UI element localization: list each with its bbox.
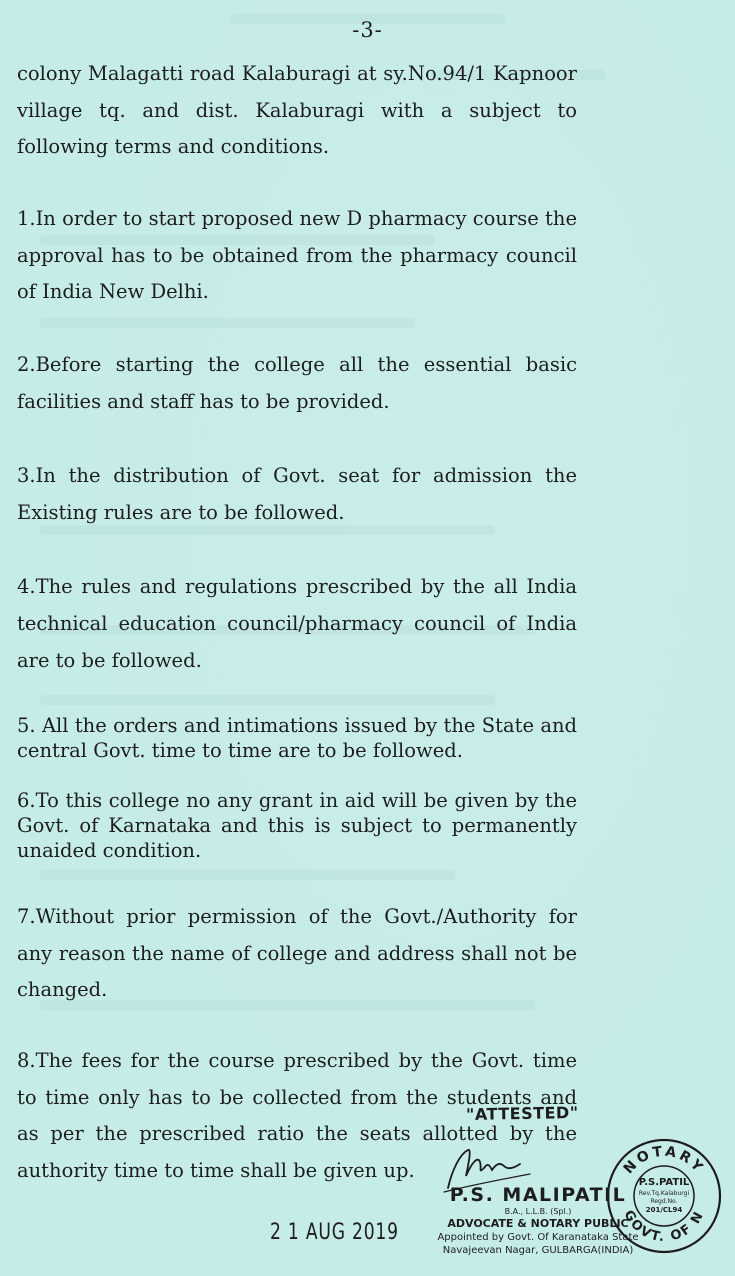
notary-qualification: B.A., L.L.B. (Spl.) bbox=[504, 1207, 572, 1216]
condition-2: 2.Before starting the college all the essential basic facilities and staff has to be provided. bbox=[17, 353, 577, 413]
seal-bottom-text: GOVT. OF N bbox=[620, 1207, 708, 1246]
show-through-line bbox=[40, 318, 415, 328]
condition-6: 6.To this college no any grant in aid will be given by the Govt. of Karnataka and this is subject to permanently unaided condition. bbox=[17, 789, 577, 862]
page-number: -3- bbox=[352, 18, 383, 42]
attested-stamp: "ATTESTED" bbox=[465, 1103, 579, 1124]
show-through-line bbox=[40, 870, 455, 880]
condition-8: 8.The fees for the course prescribed by the Govt. time to time only has to be collected from the students and as per the prescribed ratio the seats allotted by the authority time to time shall be given up. bbox=[17, 1049, 577, 1182]
seal-center-number: 201/CL94 bbox=[645, 1206, 683, 1214]
condition-7: 7.Without prior permission of the Govt./Authority for any reason the name of college and address shall not be changed. bbox=[17, 905, 577, 1001]
seal-center-reg: Rev.Tq.Kalaburgi bbox=[638, 1190, 690, 1197]
condition-1: 1.In order to start proposed new D pharmacy course the approval has to be obtained from the pharmacy council of India New Delhi. bbox=[17, 207, 577, 303]
show-through-line bbox=[40, 695, 495, 705]
seal-center-regd: Regd.No. bbox=[650, 1198, 678, 1205]
notary-role: ADVOCATE & NOTARY PUBLIC bbox=[447, 1217, 629, 1230]
condition-3: 3.In the distribution of Govt. seat for admission the Existing rules are to be followed. bbox=[17, 464, 577, 524]
intro-paragraph: colony Malagatti road Kalaburagi at sy.No.94/1 Kapnoor village tq. and dist. Kalaburagi with a subject to following terms and conditions. bbox=[17, 62, 577, 158]
notary-appointment: Appointed by Govt. Of Karanataka State bbox=[437, 1232, 639, 1243]
condition-5: 5. All the orders and intimations issued by the State and central Govt. time to time are to be followed. bbox=[17, 714, 577, 762]
seal-center-name: P.S.PATIL bbox=[638, 1177, 690, 1188]
seal-top-text: NOTARY bbox=[620, 1143, 708, 1178]
notary-address: Navajeevan Nagar, GULBARGA(INDIA) bbox=[442, 1245, 634, 1256]
condition-4: 4.The rules and regulations prescribed by the all India technical education council/pharmacy council of India are to be followed. bbox=[17, 575, 577, 672]
date-stamp: 2 1 AUG 2019 bbox=[270, 1220, 399, 1245]
notary-name: P.S. MALIPATIL bbox=[449, 1184, 627, 1206]
notary-seal bbox=[605, 1137, 723, 1255]
